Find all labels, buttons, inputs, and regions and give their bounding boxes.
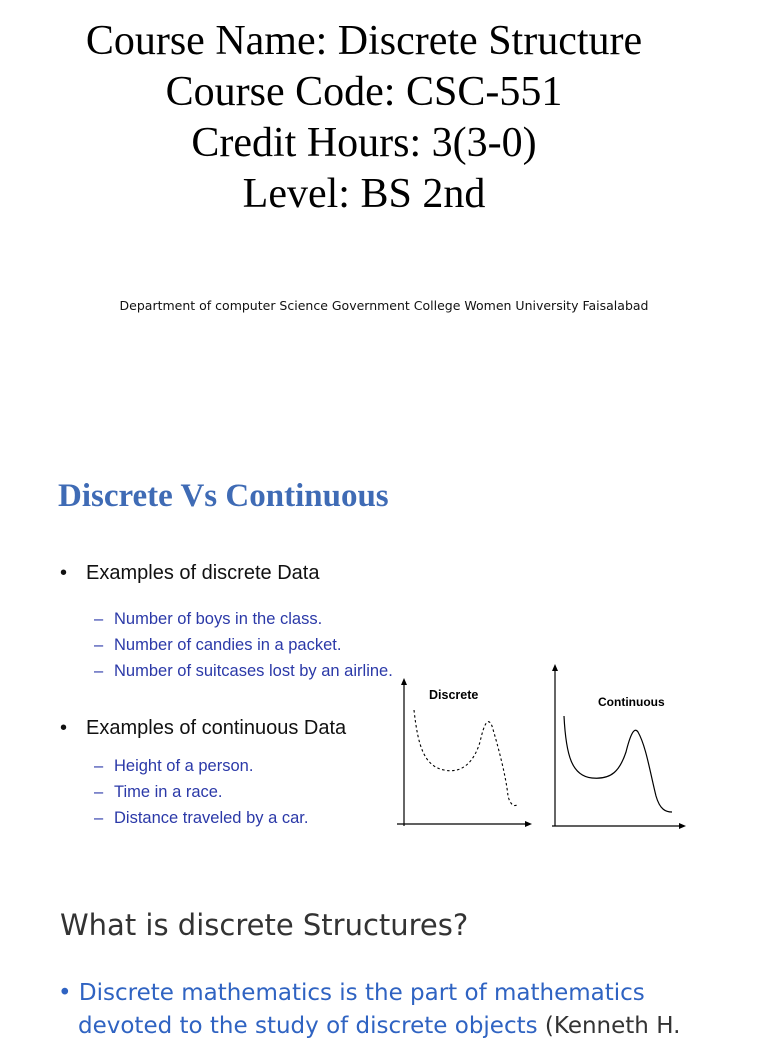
bullet-discrete-examples: • Examples of discrete Data bbox=[60, 562, 320, 584]
discrete-curve bbox=[414, 710, 518, 806]
bullet-definition: • Discrete mathematics is the part of mathematics bbox=[58, 980, 645, 1006]
level: Level: BS 2nd bbox=[242, 171, 486, 217]
list-item: – Number of candies in a packet. bbox=[94, 636, 342, 654]
bullet-dot-icon: • bbox=[60, 717, 68, 739]
credit-hours: Credit Hours: 3(3-0) bbox=[191, 120, 537, 166]
list-item: – Number of suitcases lost by an airline. bbox=[94, 662, 393, 680]
course-code: Course Code: CSC-551 bbox=[165, 69, 563, 115]
list-item: – Number of boys in the class. bbox=[94, 610, 323, 628]
what-is-discrete-slide bbox=[0, 880, 768, 1039]
arrowhead-icon bbox=[401, 678, 407, 685]
continuous-curve-sketch bbox=[546, 660, 696, 830]
list-item: – Height of a person. bbox=[94, 757, 254, 775]
arrowhead-icon bbox=[679, 823, 686, 829]
bullet-dot-icon: • bbox=[60, 562, 68, 584]
bullet-continuous-examples: • Examples of continuous Data bbox=[60, 717, 347, 739]
slide-title: What is discrete Structures? bbox=[60, 908, 469, 942]
continuous-label: Continuous bbox=[598, 695, 665, 709]
arrowhead-icon bbox=[525, 821, 532, 827]
bullet-dot-icon: • bbox=[58, 980, 72, 1006]
slide-title: Discrete Vs Continuous bbox=[58, 478, 389, 514]
bullet-definition-continued: devoted to the study of discrete objects (Kenneth H. bbox=[78, 1013, 681, 1039]
discrete-label: Discrete bbox=[429, 688, 479, 702]
title-slide bbox=[0, 0, 768, 420]
list-item: – Time in a race. bbox=[94, 783, 223, 801]
discrete-vs-continuous-slide bbox=[0, 440, 768, 860]
continuous-curve bbox=[564, 716, 672, 812]
department-line: Department of computer Science Government College Women University Faisalabad bbox=[119, 298, 649, 313]
arrowhead-icon bbox=[552, 664, 558, 671]
list-item: – Distance traveled by a car. bbox=[94, 809, 309, 827]
course-name: Course Name: Discrete Structure bbox=[85, 18, 643, 64]
